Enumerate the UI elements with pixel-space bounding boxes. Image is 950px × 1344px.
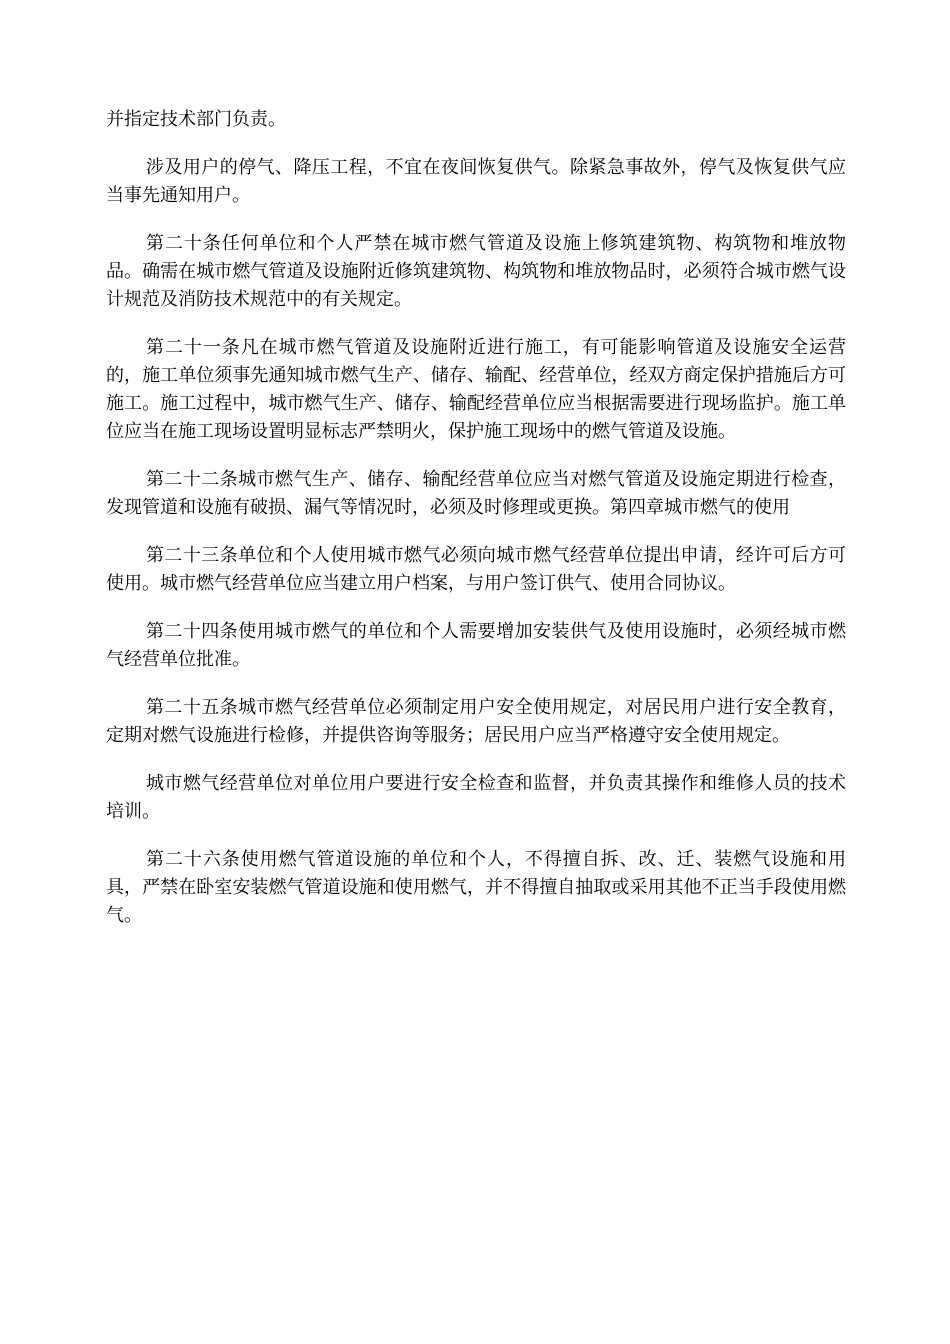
paragraph-article-25: 第二十五条城市燃气经营单位必须制定用户安全使用规定，对居民用户进行安全教育，定期对燃气设施进行检修，并提供咨询等服务；居民用户应当严格遵守安全使用规定。: [106, 697, 846, 746]
paragraph-supply-interruption: 涉及用户的停气、降压工程，不宜在夜间恢复供气。除紧急事故外，停气及恢复供气应当事先通知用户。: [106, 157, 846, 206]
paragraph-training: 城市燃气经营单位对单位用户要进行安全检查和监督，并负责其操作和维修人员的技术培训。: [106, 773, 846, 822]
paragraph-article-24: 第二十四条使用城市燃气的单位和个人需要增加安装供气及使用设施时，必须经城市燃气经营单位批准。: [106, 621, 846, 670]
paragraph-article-26: 第二十六条使用燃气管道设施的单位和个人，不得擅自拆、改、迁、装燃气设施和用具，严禁在卧室安装燃气管道设施和使用燃气，并不得擅自抽取或采用其他不正当手段使用燃气。: [106, 849, 846, 926]
paragraph-article-23: 第二十三条单位和个人使用城市燃气必须向城市燃气经营单位提出申请，经许可后方可使用。城市燃气经营单位应当建立用户档案，与用户签订供气、使用合同协议。: [106, 545, 846, 594]
paragraph-continuation: 并指定技术部门负责。: [106, 109, 286, 130]
paragraph-article-22: 第二十二条城市燃气生产、储存、输配经营单位应当对燃气管道及设施定期进行检查，发现管道和设施有破损、漏气等情况时，必须及时修理或更换。第四章城市燃气的使用: [106, 469, 846, 518]
paragraph-article-21: 第二十一条凡在城市燃气管道及设施附近进行施工，有可能影响管道及设施安全运营的，施工单位须事先通知城市燃气生产、储存、输配、经营单位，经双方商定保护措施后方可施工。施工过程中，城市燃气生产、储存、输配经营单位应当根据需要进行现场监护。施工单位应当在施工现场设置明显标志严禁明火，保护施工现场中的燃气管道及设施。: [106, 337, 846, 442]
document-page: [106, 106, 846, 950]
paragraph-article-20: 第二十条任何单位和个人严禁在城市燃气管道及设施上修筑建筑物、构筑物和堆放物品。确需在城市燃气管道及设施附近修筑建筑物、构筑物和堆放物品时，必须符合城市燃气设计规范及消防技术规范中的有关规定。: [106, 233, 846, 310]
